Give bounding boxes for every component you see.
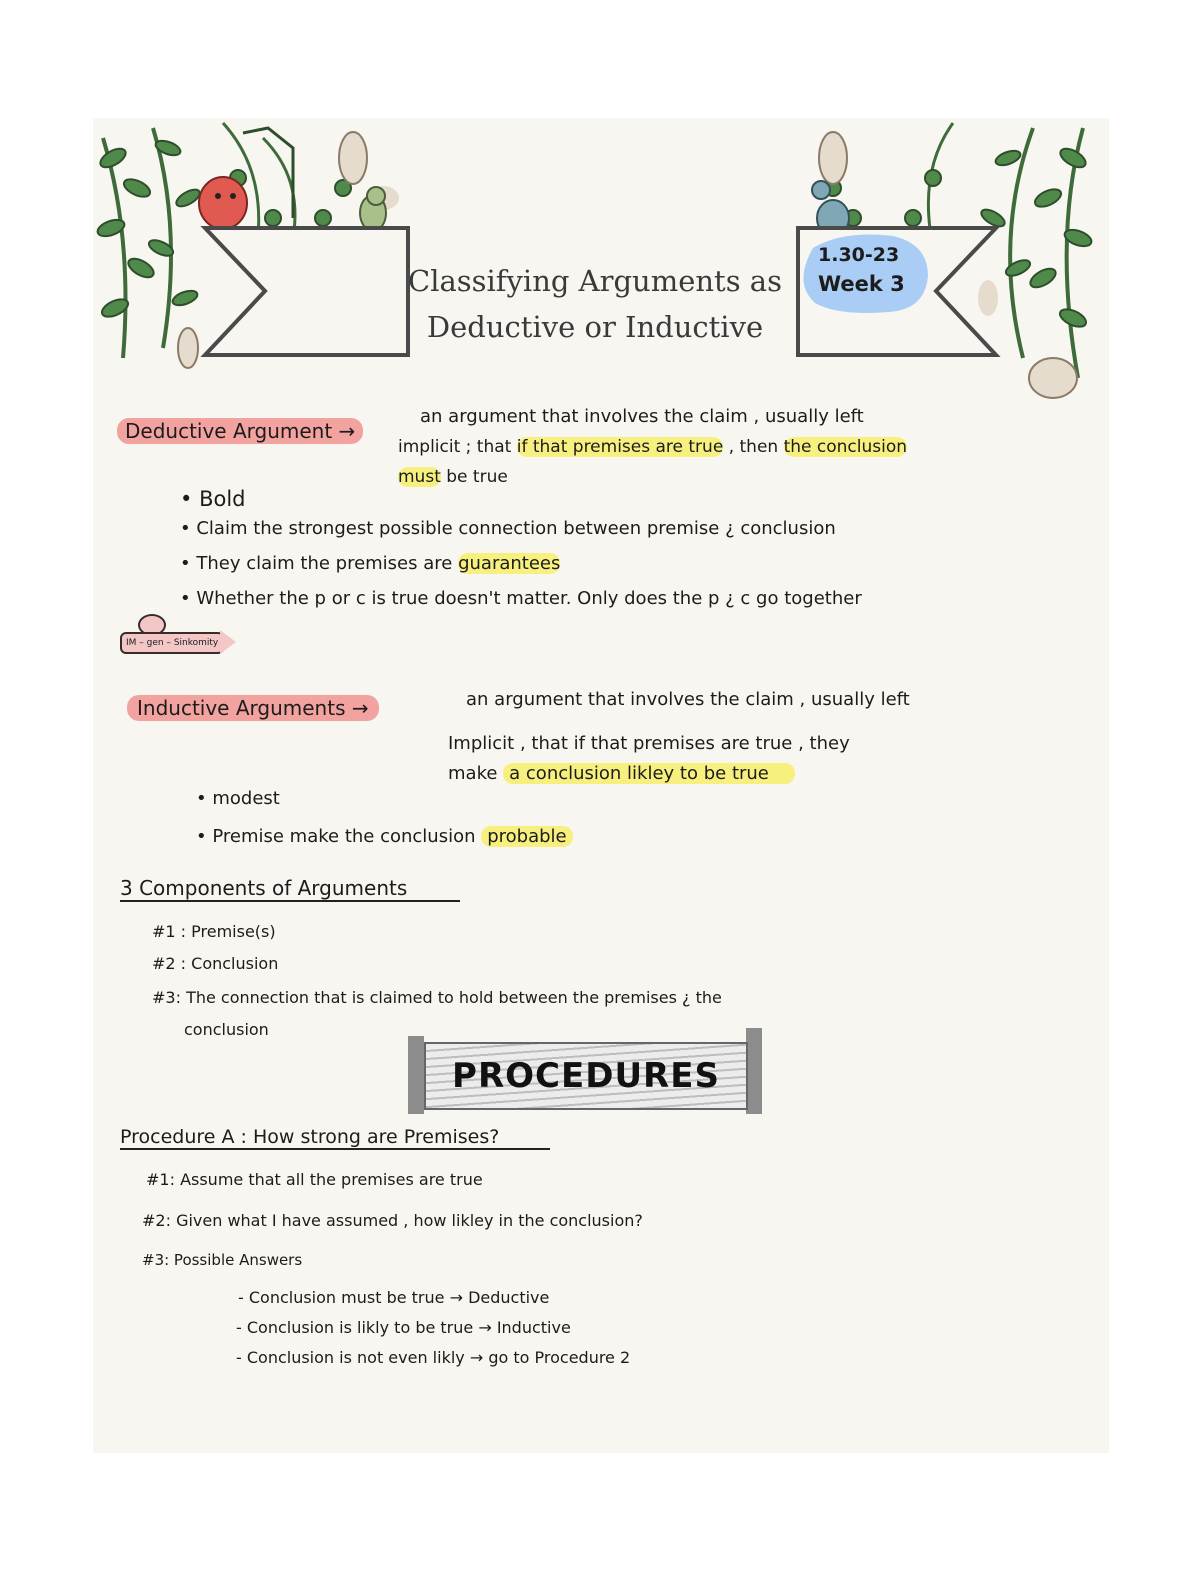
procedure-step-3: #3: Possible Answers xyxy=(142,1251,303,1269)
procedure-step-2: #2: Given what I have assumed , how likley in the conclusion? xyxy=(142,1211,643,1230)
def-text: make xyxy=(448,763,498,784)
inductive-bullet-2: • Premise make the conclusion probable xyxy=(196,826,573,847)
deductive-def-line-1: an argument that involves the claim , usually left xyxy=(420,406,864,427)
red-dinosaur-illustration xyxy=(199,177,247,229)
inductive-def-line-2: Implicit , that if that premises are true , they xyxy=(448,733,850,754)
week-text: Week 3 xyxy=(818,272,905,296)
def-highlight: the conclusion xyxy=(783,437,908,457)
green-dinosaur-illustration xyxy=(360,187,386,231)
bullet-text: They claim the premises are xyxy=(196,553,453,574)
title-line-1: Classifying Arguments as xyxy=(408,264,782,298)
bullet-text: Bold xyxy=(199,487,246,511)
procedure-answer-2: - Conclusion is likly to be true → Inductive xyxy=(236,1318,571,1337)
bullet-text: Premise make the conclusion xyxy=(212,826,476,847)
bullet-text: Whether the p or c is true doesn't matter. Only does the p ¿ c go together xyxy=(196,588,862,609)
procedure-answer-1: - Conclusion must be true → Deductive xyxy=(238,1288,550,1307)
sticker-arrow-icon xyxy=(220,630,236,654)
bullet-highlight: probable xyxy=(481,826,572,847)
date-text: 1.30-23 xyxy=(818,244,900,266)
def-highlight: if that premises are true xyxy=(516,437,724,457)
bullet-highlight: guarantees xyxy=(458,553,561,574)
def-highlight: must xyxy=(398,467,441,487)
bullet-text: Claim the strongest possible connection between premise ¿ conclusion xyxy=(196,518,836,539)
deductive-def-line-3 xyxy=(398,467,508,487)
deductive-term-label: Deductive Argument xyxy=(125,419,333,443)
deductive-term: Deductive Argument → xyxy=(117,418,363,444)
title-line-2: Deductive or Inductive xyxy=(426,310,764,345)
procedure-answer-3: - Conclusion is not even likly → go to Procedure 2 xyxy=(236,1348,631,1367)
inductive-bullet-1: • modest xyxy=(196,788,280,809)
def-text: implicit ; that xyxy=(398,437,512,457)
inductive-term-label: Inductive Arguments xyxy=(137,696,346,720)
deductive-def-line-2 xyxy=(398,437,907,457)
procedure-a-heading: Procedure A : How strong are Premises? xyxy=(120,1126,550,1150)
procedures-banner-label: PROCEDURES xyxy=(452,1056,720,1096)
left-banner xyxy=(205,228,408,355)
inductive-def-line-3 xyxy=(448,763,795,784)
inductive-term: Inductive Arguments → xyxy=(127,695,379,721)
deductive-bullet-2: • Claim the strongest possible connection between premise ¿ conclusion xyxy=(180,518,836,539)
sticker-label: IM – gen – Sinkomity xyxy=(120,632,224,654)
procedure-step-1: #1: Assume that all the premises are true xyxy=(146,1170,483,1189)
components-heading: 3 Components of Arguments xyxy=(120,876,460,902)
def-text: be true xyxy=(446,467,508,487)
deductive-bullet-3: • They claim the premises are guarantees xyxy=(180,553,561,574)
component-item-3: #3: The connection that is claimed to hold between the premises ¿ the xyxy=(152,988,722,1007)
component-item-3-cont: conclusion xyxy=(184,1020,269,1039)
deductive-bullet-4: • Whether the p or c is true doesn't matter. Only does the p ¿ c go together xyxy=(180,588,862,609)
procedures-banner xyxy=(424,1042,748,1110)
def-text: , then xyxy=(728,437,779,457)
banner-post-right xyxy=(746,1028,762,1114)
component-item-2: #2 : Conclusion xyxy=(152,954,279,973)
banner-post-left xyxy=(408,1036,424,1114)
deductive-bullet-1: • Bold xyxy=(180,487,246,511)
inductive-def-line-1: an argument that involves the claim , usually left xyxy=(466,689,910,710)
def-highlight: a conclusion likley to be true xyxy=(503,763,795,784)
bullet-text: modest xyxy=(212,788,280,809)
page-title xyxy=(405,258,785,351)
pig-sticker xyxy=(120,628,238,658)
component-item-1: #1 : Premise(s) xyxy=(152,922,276,941)
